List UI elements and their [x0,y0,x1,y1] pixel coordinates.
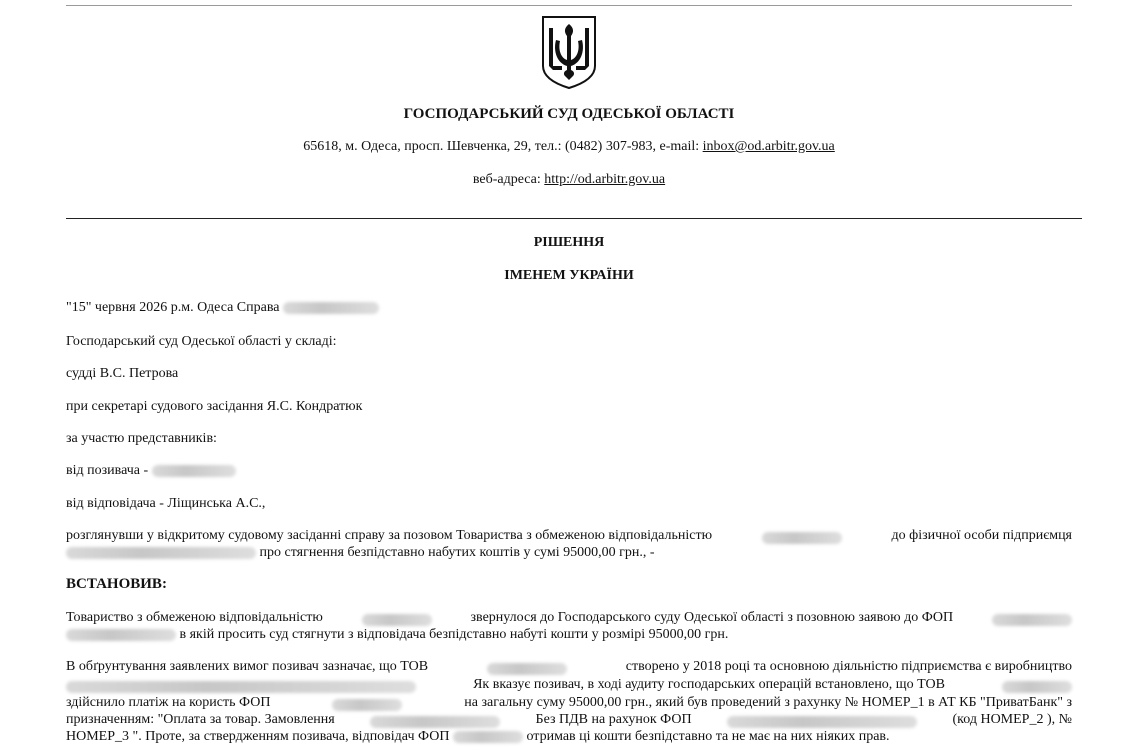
p2-text-b: звернулося до Господарського суду Одеської області з позовною заявою до ФОП [470,610,954,625]
court-name: ГОСПОДАРСЬКИЙ СУД ОДЕСЬКОЇ ОБЛАСТІ [403,106,735,122]
redacted-company-name-3 [487,663,567,675]
redacted-defendant-name [66,547,256,559]
redacted-case-number [283,302,379,314]
redacted-company-name-4 [1002,681,1072,693]
p3-text-e: на загальну суму 95000,00 грн., який був проведений з рахунку № НОМЕР_1 в АТ КБ "ПриватБанк" з [464,695,1072,710]
website-link[interactable]: http://od.arbitr.gov.ua [544,172,666,187]
p3-text-i: НОМЕР_3 ". Проте, за ствердженням позивача, відповідач ФОП [66,729,450,744]
p3-text-b: створено у 2018 році та основною діяльністю підприємства є виробництво [625,659,1072,674]
redacted-plaintiff-rep [152,465,236,477]
court-address [66,139,1072,155]
p3-text-f: призначенням: "Оплата за товар. Замовлення [66,712,335,727]
redacted-fop-name-3 [332,699,402,711]
secretary-line: при секретарі судового засідання Я.С. Кондратюк [66,399,363,414]
redacted-order-number [370,716,500,728]
participation-line: за участю представників: [66,431,217,446]
court-composition: Господарський суд Одеської області у складі: [66,334,337,349]
paragraph-2-line-2 [66,627,728,643]
coat-of-arms-icon [540,14,598,90]
address-text: 65618, м. Одеса, просп. Шевченка, 29, тел.: (0482) 307-983, e-mail: [303,139,703,154]
p3-text-d: здійснило платіж на користь ФОП [66,695,271,710]
p1-text-c: про стягнення безпідставно набутих коштів у сумі 95000,00 грн., - [259,545,655,560]
p3-text-a: В обґрунтування заявлених вимог позивач зазначає, що ТОВ [66,659,429,674]
plaintiff-rep-label: від позивача - [66,463,149,478]
paragraph-2-line-1 [66,610,1072,626]
top-divider [66,5,1072,6]
p3-text-g: Без ПДВ на рахунок ФОП [535,712,692,727]
paragraph-3-line-4 [66,712,1072,728]
redacted-fop-name [992,614,1072,626]
redacted-company-name-2 [362,614,432,626]
redacted-activity [66,681,416,693]
established-heading: ВСТАНОВИВ: [66,576,167,592]
web-label: веб-адреса: [472,172,545,187]
header-divider [66,218,1082,219]
p1-text-a: розглянувши у відкритому судовому засіданні справу за позовом Товариства з обмеженою відповідальністю [66,528,713,543]
p2-text-a: Товариство з обмеженою відповідальністю [66,610,323,625]
p1-text-b: до фізичної особи підприємця [891,528,1072,543]
decision-title: РІШЕННЯ [533,235,605,250]
redacted-fop-name-5 [453,731,523,743]
decision-subtitle: ІМЕНЕМ УКРАЇНИ [504,268,634,283]
judge-line: судді В.С. Петрова [66,366,179,381]
email-link[interactable]: inbox@od.arbitr.gov.ua [702,139,835,154]
paragraph-1-line-2 [66,545,655,561]
paragraph-3-line-2 [66,677,1072,693]
p2-text-c: в якій просить суд стягнути з відповідача безпідставно набуті кошти у розмірі 95000,00 грн. [179,627,729,642]
redacted-company-name [762,532,842,544]
defendant-rep-line: від відповідача - Ліщинська А.С., [66,496,266,511]
redacted-fop-name-2 [66,629,176,641]
paragraph-1-line-1 [66,528,1072,544]
court-website [66,172,1072,188]
date-case-text: "15" червня 2026 р.м. Одеса Справа [66,300,280,315]
plaintiff-rep-line [66,463,236,479]
p3-text-c: Як вказує позивач, в ході аудиту господарських операцій встановлено, що ТОВ [473,677,945,692]
paragraph-3-line-3 [66,695,1072,711]
paragraph-3-line-1 [66,659,1072,675]
date-line [66,300,379,316]
p3-text-h: (код НОМЕР_2 ), № [952,712,1072,727]
redacted-fop-name-4 [727,716,917,728]
paragraph-3-line-5 [66,729,890,745]
p3-text-j: отримав ці кошти безпідставно та не має на них ніяких прав. [526,729,890,744]
